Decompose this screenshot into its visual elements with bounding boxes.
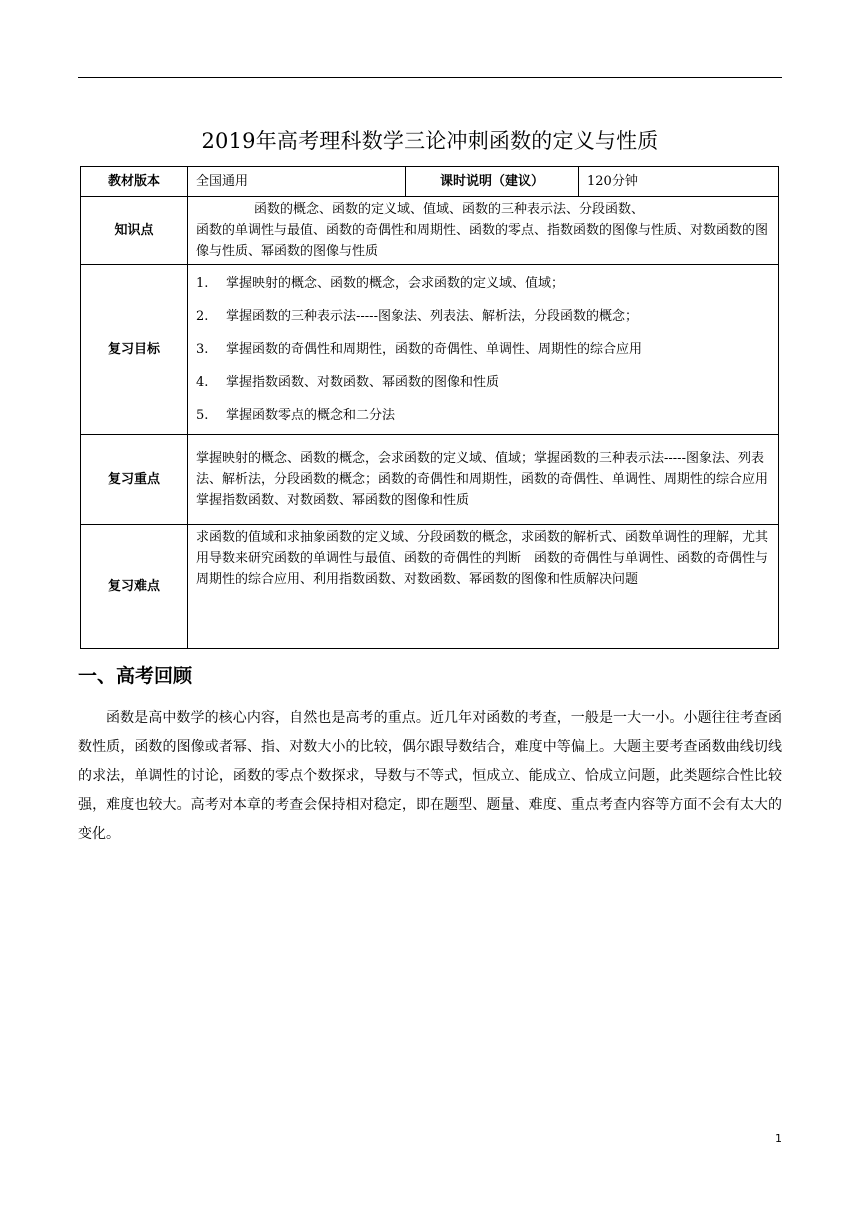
document-title: 2019年高考理科数学三论冲刺函数的定义与性质 xyxy=(201,129,659,153)
table-row-edition xyxy=(81,167,779,197)
goals-label: 复习目标 xyxy=(81,265,188,435)
list-item xyxy=(196,366,770,399)
hours-value: 120分钟 xyxy=(579,167,779,197)
knowledge-line-2: 函数的单调性与最值、函数的奇偶性和周期性、函数的零点、指数函数的图像与性质、对数函数的图像与性质、幂函数的图像与性质 xyxy=(196,223,769,259)
list-item xyxy=(196,399,770,432)
goals-cell xyxy=(188,265,779,435)
goal-number: 1. xyxy=(196,276,209,291)
knowledge-cell xyxy=(188,197,779,265)
goal-number: 2. xyxy=(196,309,209,324)
table-row-knowledge xyxy=(81,197,779,265)
list-item xyxy=(196,333,770,366)
goal-text: 掌握指数函数、对数函数、幂函数的图像和性质 xyxy=(226,375,500,390)
goal-text: 掌握函数的三种表示法-----图象法、列表法、解析法，分段函数的概念； xyxy=(226,309,638,324)
goal-text: 掌握函数零点的概念和二分法 xyxy=(226,408,396,423)
goal-text: 掌握函数的奇偶性和周期性，函数的奇偶性、单调性、周期性的综合应用 xyxy=(226,342,643,357)
goal-number: 5. xyxy=(196,408,209,423)
knowledge-line-1: 函数的概念、函数的定义域、值域、函数的三种表示法、分段函数、 xyxy=(254,202,645,217)
key-points-cell xyxy=(188,435,779,525)
difficulties-text: 求函数的值域和求抽象函数的定义域、分段函数的概念，求函数的解析式、函数单调性的理解，尤其用导数来研究函数的单调性与最值、函数的奇偶性的判断 函数的奇偶性与单调性、函数的奇偶性与周期性的综合应用、利用指数函数、对数函数、幂函数的图像和性质解决问题 xyxy=(188,525,779,649)
difficulties-label: 复习难点 xyxy=(81,525,188,649)
header-rule xyxy=(78,77,782,78)
section-heading: 一、高考回顾 xyxy=(78,665,193,687)
list-item xyxy=(196,300,770,333)
table-row-key-points xyxy=(81,435,779,525)
goal-number: 4. xyxy=(196,375,209,390)
hours-label: 课时说明（建议） xyxy=(406,167,579,197)
goal-number: 3. xyxy=(196,342,209,357)
course-info-table xyxy=(80,166,779,649)
section-paragraph: 函数是高中数学的核心内容，自然也是高考的重点。近几年对函数的考查，一般是一大一小。小题往往考查函数性质，函数的图像或者幂、指、对数大小的比较，偶尔跟导数结合，难度中等偏上。大题主要考查函数曲线切线的求法，单调性的讨论，函数的零点个数探求，导数与不等式，恒成立、能成立、恰成立问题，此类题综合性比较强，难度也较大。高考对本章的考查会保持相对稳定，即在题型、题量、难度、重点考查内容等方面不会有太大的变化。 xyxy=(78,710,782,842)
edition-value: 全国通用 xyxy=(188,167,406,197)
key-points-line-2: 掌握指数函数、对数函数、幂函数的图像和性质 xyxy=(196,493,470,508)
key-points-label: 复习重点 xyxy=(81,435,188,525)
goals-list xyxy=(196,267,770,432)
page-number: 1 xyxy=(775,1132,782,1145)
goal-text: 掌握映射的概念、函数的概念，会求函数的定义域、值域； xyxy=(226,276,565,291)
knowledge-label: 知识点 xyxy=(81,197,188,265)
table-row-goals xyxy=(81,265,779,435)
list-item xyxy=(196,267,770,300)
table-row-difficulties xyxy=(81,525,779,649)
edition-label: 教材版本 xyxy=(81,167,188,197)
key-points-line-1: 掌握映射的概念、函数的概念，会求函数的定义域、值域；掌握函数的三种表示法-----图象法、列表法、解析法，分段函数的概念；函数的奇偶性和周期性，函数的奇偶性、单调性、周期性的综合应用 xyxy=(196,451,769,487)
